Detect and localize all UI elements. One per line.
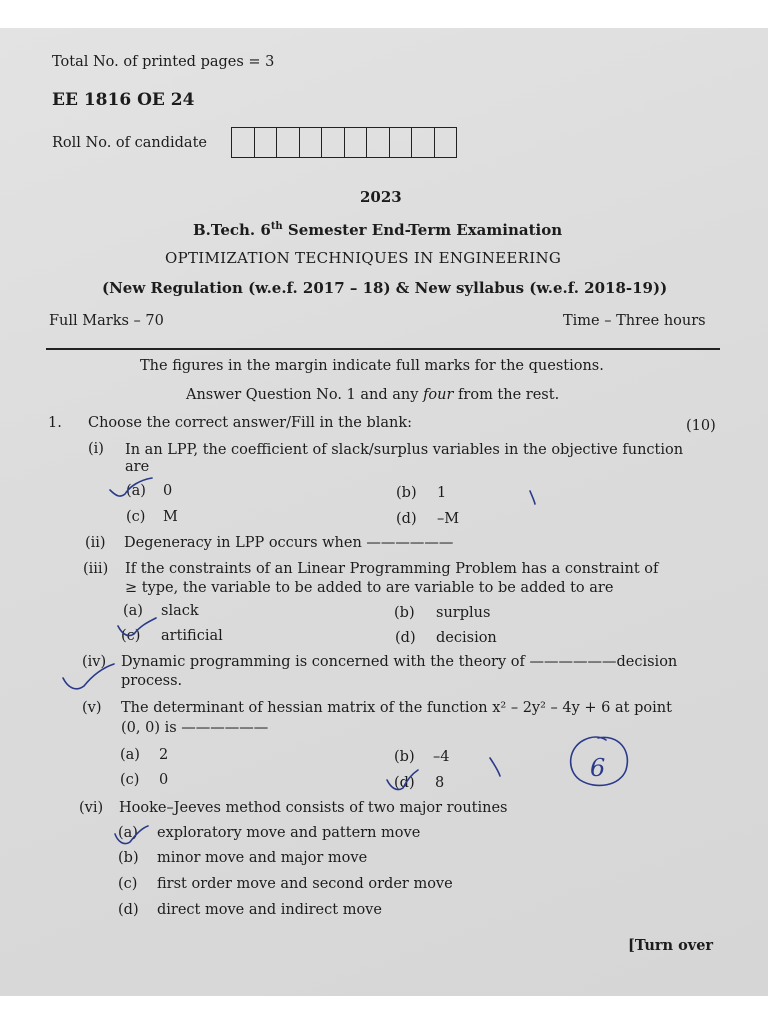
subq-vi-opt-b-label: (b) [118,850,139,866]
pen-stroke-small [530,491,535,504]
subq-i-text-cont: are [125,459,150,475]
tick-mark-vi [115,826,148,844]
subq-vi-opt-d-label: (d) [118,902,139,918]
question-text: Choose the correct answer/Fill in the blank: [88,415,413,431]
time-allowed: Time – Three hours [563,313,706,329]
subject-title: OPTIMIZATION TECHNIQUES IN ENGINEERING [165,249,562,267]
subq-v-opt-b-label: (b) [394,749,415,765]
subq-vi-opt-a-label: (a) [118,825,138,841]
subq-v-opt-b: –4 [433,749,450,765]
pen-stroke [490,758,500,776]
subq-v-opt-a-label: (a) [120,747,140,763]
subq-v-text: The determinant of hessian matrix of the function x² – 2y² – 4y + 6 at point [121,700,672,716]
subq-i-opt-a-label: (a) [126,483,146,499]
subq-v-opt-d-label: (d) [394,775,415,791]
regulation: (New Regulation (w.e.f. 2017 – 18) & New syllabus (w.e.f. 2018-19)) [102,279,668,297]
subq-i-opt-d: –M [437,511,460,527]
subq-iii-opt-b: surplus [436,605,491,621]
subq-i-number: (i) [88,441,104,457]
subq-iii-text: If the constraints of an Linear Programming Problem has a constraint of [125,561,659,577]
subq-iv-text-cont: process. [121,673,183,689]
roll-label: Roll No. of candidate [52,135,207,151]
subq-v-opt-c-label: (c) [120,772,140,788]
subq-iv-text: Dynamic programming is concerned with the theory of ——————decision [121,654,678,670]
subq-iii-opt-a-label: (a) [123,603,143,619]
tick-mark-iv [63,664,114,689]
subq-iii-text-cont: ≥ type, the variable to be added to are variable to be added to are [125,580,614,596]
subq-ii-number: (ii) [85,535,106,551]
subq-vi-number: (vi) [79,800,104,816]
instruction-marks: The figures in the margin indicate full marks for the questions. [140,358,604,374]
subq-vi-opt-c-label: (c) [118,876,138,892]
subq-iii-opt-c-label: (c) [121,628,141,644]
instruction-answer: Answer Question No. 1 and any four from the rest. [186,387,560,403]
exam-year: 2023 [360,188,402,206]
printed-pages: Total No. of printed pages = 3 [52,54,275,70]
subq-iii-opt-c: artificial [161,628,223,644]
circled-mark-text: 6 [590,754,606,782]
tick-mark-i [110,478,152,496]
subq-i-opt-b-label: (b) [396,485,417,501]
subq-iii-opt-d: decision [436,630,497,646]
tick-mark-iii [118,618,156,636]
subq-vi-opt-d: direct move and indirect move [157,902,382,918]
subq-iii-opt-a: slack [161,603,199,619]
question-number: 1. [48,415,62,431]
handwritten-marks [0,28,768,996]
subq-i-opt-d-label: (d) [396,511,417,527]
tick-mark-v [387,770,418,790]
subq-i-text: In an LPP, the coefficient of slack/surplus variables in the objective function [125,442,684,458]
subq-vi-opt-b: minor move and major move [157,850,368,866]
subq-iii-opt-b-label: (b) [394,605,415,621]
subq-vi-opt-a: exploratory move and pattern move [157,825,421,841]
exam-paper [0,28,768,996]
subq-v-text-cont: (0, 0) is —————— [121,720,269,736]
subq-i-opt-c-label: (c) [126,509,146,525]
subq-ii-text: Degeneracy in LPP occurs when —————— [124,535,454,551]
subq-v-opt-d: 8 [435,775,445,791]
full-marks: Full Marks – 70 [49,313,164,329]
subq-iv-number: (iv) [82,654,107,670]
question-marks: (10) [686,418,716,434]
subq-vi-opt-c: first order move and second order move [157,876,453,892]
subq-i-opt-a: 0 [163,483,173,499]
subq-iii-number: (iii) [83,561,109,577]
subq-v-opt-a: 2 [159,747,169,763]
subq-iii-opt-d-label: (d) [395,630,416,646]
subq-i-opt-b: 1 [437,485,447,501]
subq-v-number: (v) [82,700,102,716]
subq-v-opt-c: 0 [159,772,169,788]
turn-over: [Turn over [628,937,714,954]
paper-code: EE 1816 OE 24 [52,90,195,110]
subq-vi-text: Hooke–Jeeves method consists of two major routines [119,800,508,816]
exam-title: B.Tech. 6th Semester End-Term Examination [193,221,563,239]
subq-i-opt-c: M [163,509,178,525]
